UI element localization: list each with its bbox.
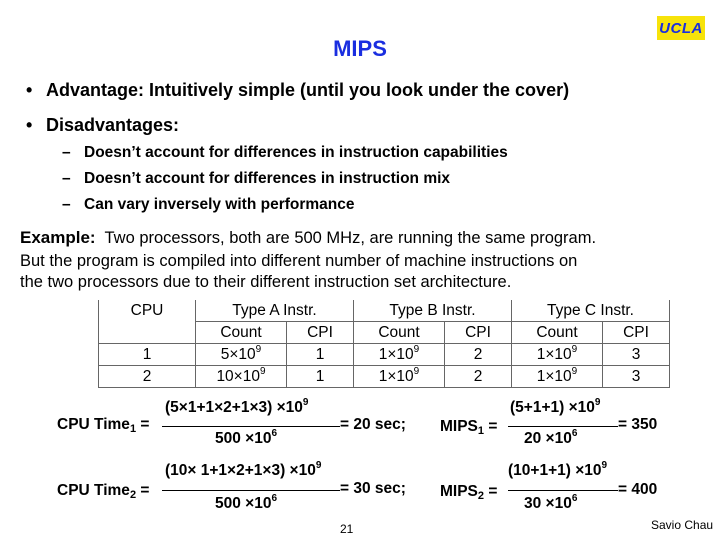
cpu-time-1-denominator: $500 \times 10^6$ (215, 428, 278, 447)
cpu-time-2-numerator: $(10\times 1+1\times 2+1\times 3) \times 10^9$ (165, 460, 322, 479)
dash-icon: – (62, 196, 71, 213)
mips-1-denominator: $20 \times 10^6$ (524, 428, 578, 447)
mips-1-fraction-bar (508, 426, 618, 427)
ucla-logo: UCLA (657, 16, 705, 40)
table-row: 2 $10\times 10^9$ 1 $1\times 10^9$ 2 $1\times 10^9$ 3 (99, 366, 670, 388)
cpu-time-2-fraction-bar (162, 490, 340, 491)
mips-2-result: = 400 (618, 481, 658, 498)
table-row: 1 $5\times 10^9$ 1 $1\times 10^9$ 2 $1\times 10^9$ 3 (99, 344, 670, 366)
mips-1-result: = 350 (618, 416, 658, 433)
mips-2-fraction-bar (508, 490, 618, 491)
cpu-time-1-numerator: $(5\times 1+1\times 2+1\times 3) \times 10^9$ (165, 397, 309, 416)
cpu-time-1-result: = 20 sec; (340, 416, 406, 433)
author-name: Savio Chau (651, 518, 714, 532)
bullet-disadvantages: • Disadvantages: (26, 115, 180, 135)
header-type-c: Type C Instr. (512, 300, 670, 322)
example-line-1: Example: Two processors, both are 500 MHz, are running the same program. (20, 228, 597, 247)
mips-1-numerator: $(5+1+1) \times 10^9$ (510, 397, 601, 416)
cpu-time-1-lhs: CPU Time$_1$ = (57, 416, 150, 435)
slide-title: MIPS (333, 36, 387, 61)
header-type-a: Type A Instr. (196, 300, 354, 322)
cpu-time-2-result: = 30 sec; (340, 480, 406, 497)
cpu-time-1-fraction-bar (162, 426, 340, 427)
cpu-time-2-denominator: $500 \times 10^6$ (215, 493, 278, 512)
sub-item: – Doesn’t account for differences in instruction mix (62, 170, 451, 187)
header-type-b: Type B Instr. (354, 300, 512, 322)
bullet-dot-icon: • (26, 80, 33, 100)
example-label: Example: (20, 228, 96, 247)
header-cpu: CPU (99, 300, 196, 344)
mips-2-numerator: $(10+1+1) \times 10^9$ (508, 460, 608, 479)
example-line-3: the two processors due to their different instruction set architecture. (20, 273, 512, 291)
mips-1-lhs: $MIPS_1$ = (440, 418, 498, 437)
sub-item: – Can vary inversely with performance (62, 196, 355, 213)
sub-item: – Doesn’t account for differences in instruction capabilities (62, 144, 508, 161)
cpu-time-2-lhs: CPU Time$_2$ = (57, 482, 150, 501)
mips-2-denominator: $30 \times 10^6$ (524, 493, 578, 512)
example-line-2: But the program is compiled into different number of machine instructions on (20, 252, 578, 270)
instruction-table (98, 300, 670, 388)
page-number: 21 (340, 522, 354, 536)
dash-icon: – (62, 170, 71, 187)
bullet-dot-icon: • (26, 115, 33, 135)
bullet-advantage: • Advantage: Intuitively simple (until you look under the cover) (26, 80, 570, 100)
mips-2-lhs: $MIPS_2$ = (440, 483, 498, 502)
table-header-row (99, 300, 670, 322)
dash-icon: – (62, 144, 71, 161)
table-subheader-row: Count CPI Count CPI Count CPI (99, 322, 670, 344)
